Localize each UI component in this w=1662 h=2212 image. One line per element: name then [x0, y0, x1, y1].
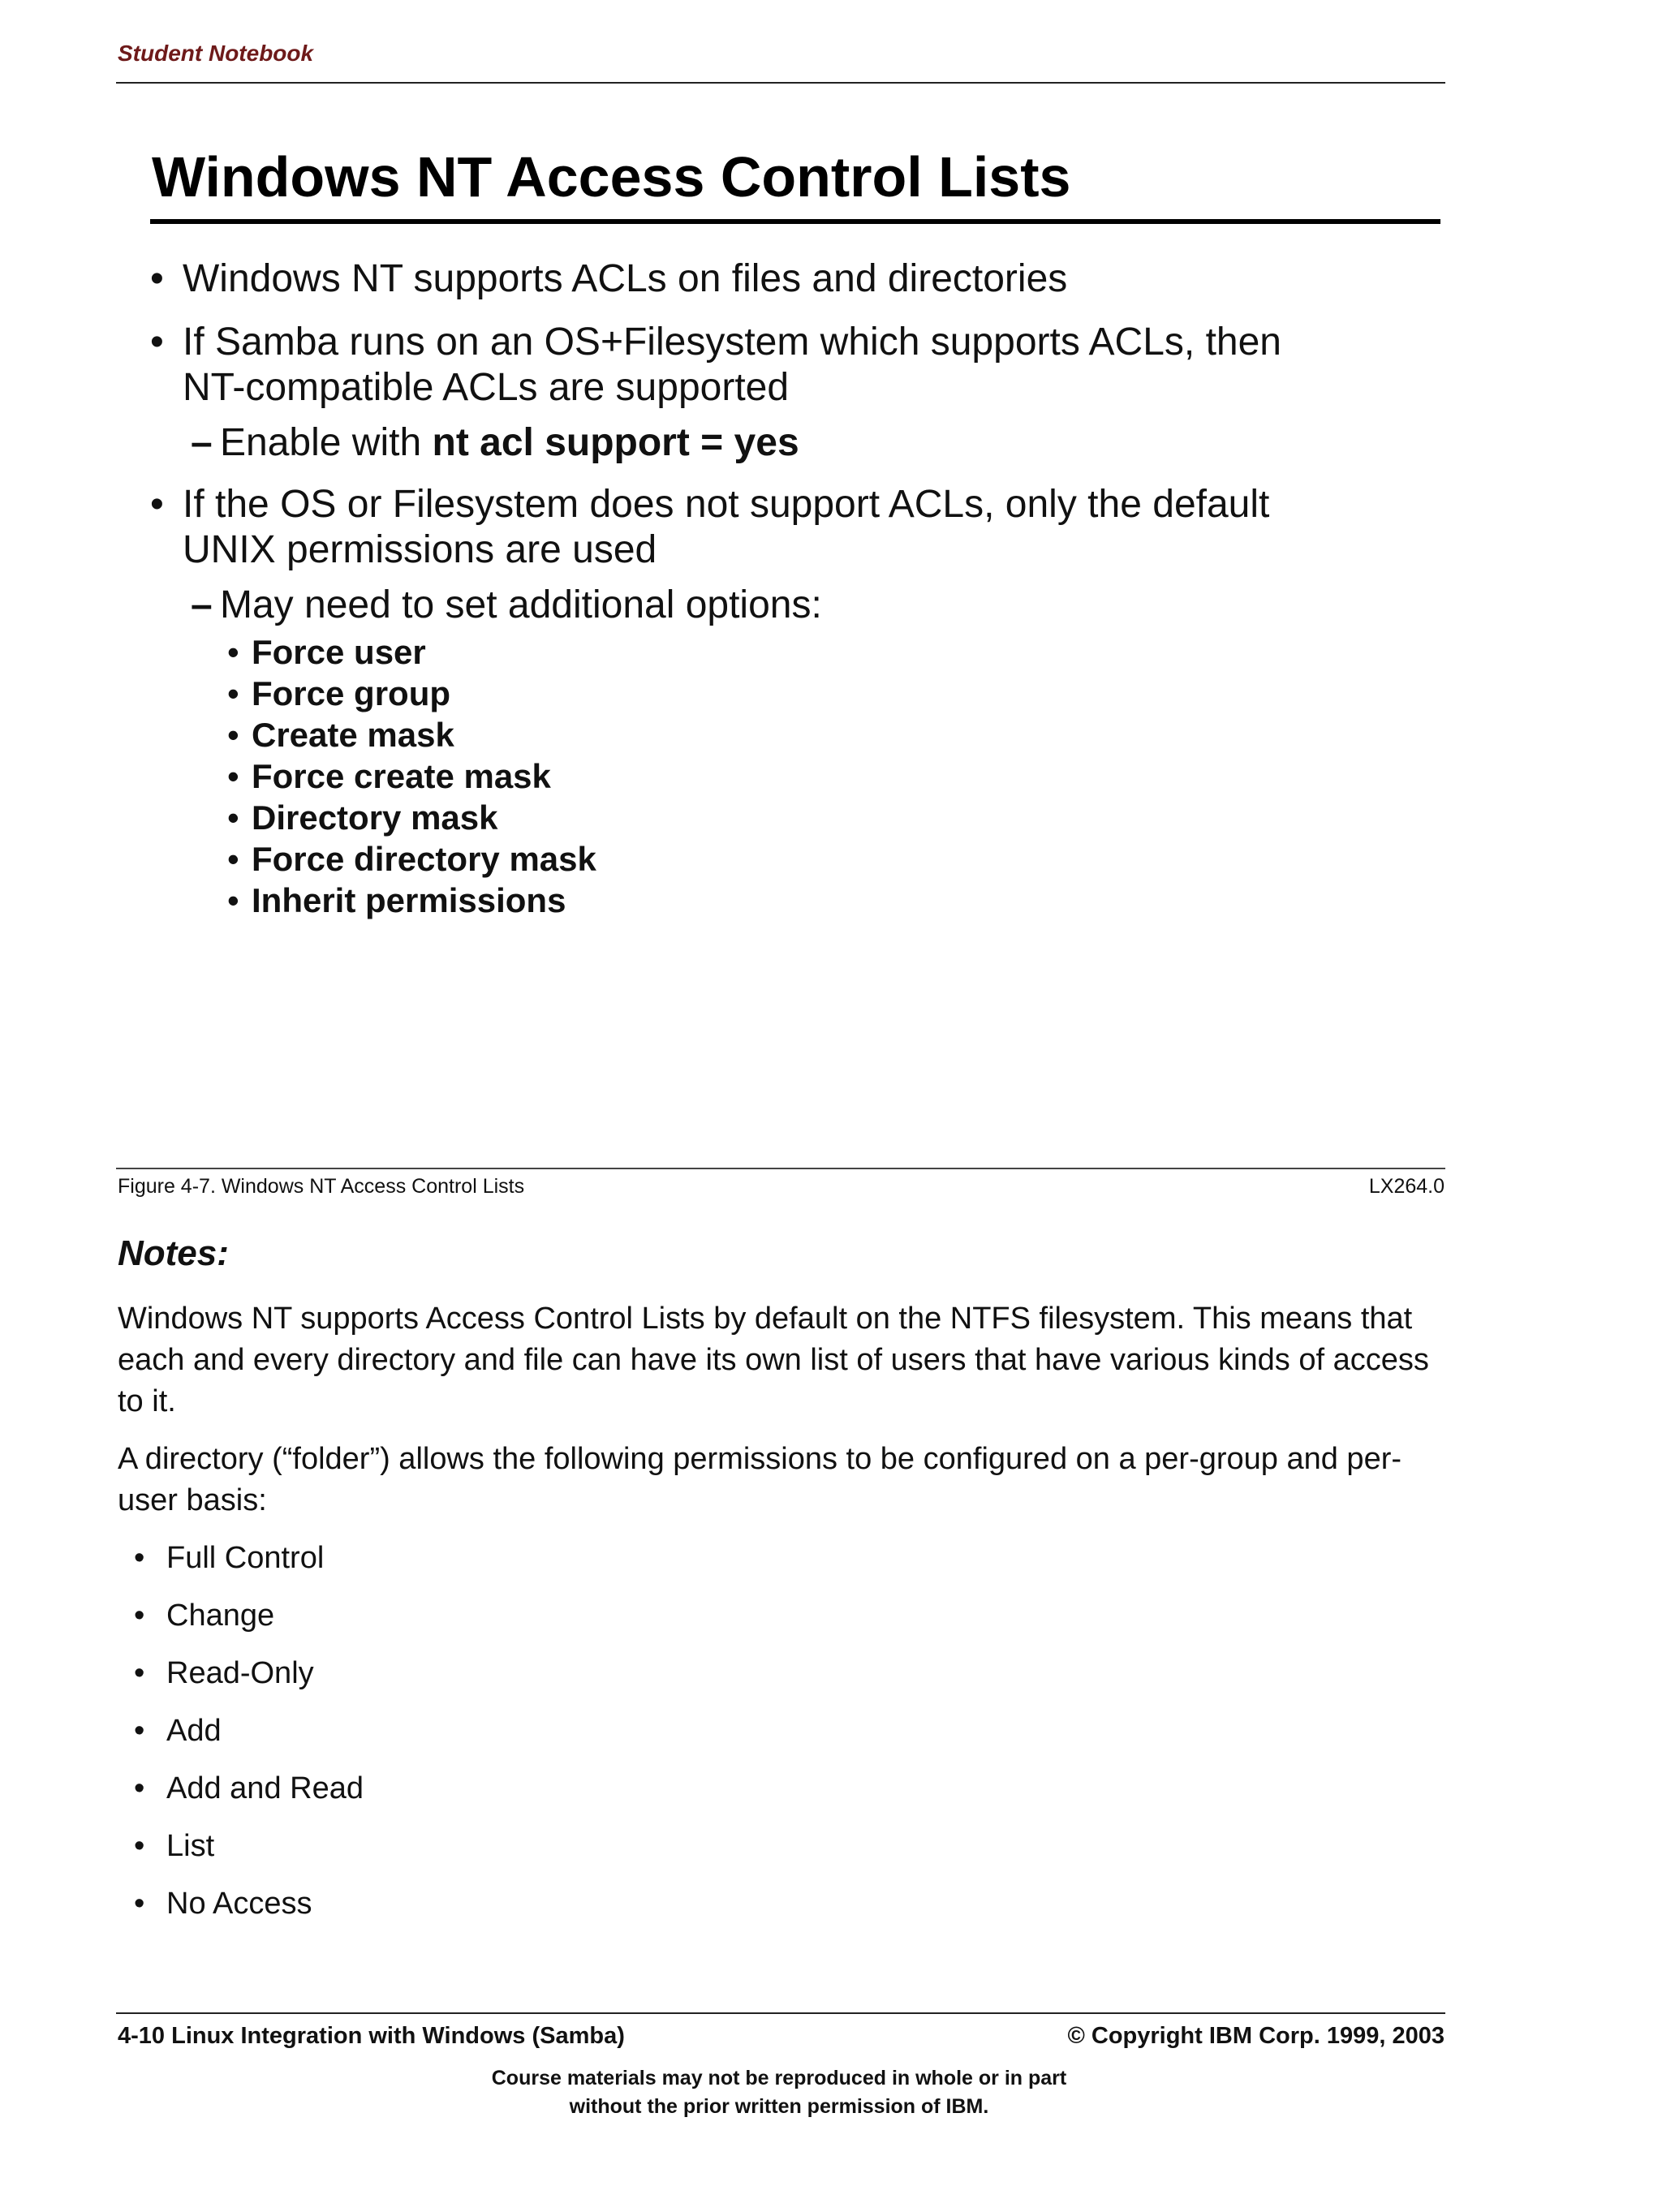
bullet-icon: •: [227, 798, 239, 837]
permission-item: [118, 1768, 1449, 1810]
notes-body: [118, 1298, 1449, 1941]
slide-bullet-2-line-1: If Samba runs on an OS+Filesystem which supports ACLs, then: [183, 321, 1281, 364]
permission-text: List: [166, 1829, 215, 1863]
dash-icon: –: [191, 583, 213, 626]
option-text: Force create mask: [252, 757, 551, 795]
bullet-icon: •: [227, 674, 239, 712]
notes-paragraph-1: Windows NT supports Access Control Lists by default on the NTFS filesystem. This means that each and every directory and file can have its own list of users that have various kinds of access to it.: [118, 1302, 1429, 1418]
option-text: Force user: [252, 633, 426, 671]
permission-text: No Access: [166, 1887, 312, 1921]
notes-heading: Notes:: [118, 1233, 229, 1273]
option-item: [150, 797, 1449, 838]
option-text: Create mask: [252, 716, 454, 754]
permission-item: [118, 1826, 1449, 1867]
figure-caption: Figure 4-7. Windows NT Access Control Lists: [118, 1175, 525, 1198]
bullet-icon: •: [150, 321, 164, 364]
dash-icon: –: [191, 421, 213, 464]
slide-bullet-3-line-2: UNIX permissions are used: [183, 528, 657, 571]
header-divider: [116, 82, 1445, 84]
bullet-icon: •: [227, 757, 239, 795]
permission-item: [118, 1538, 1449, 1579]
sub-bullet-prefix: Enable with: [220, 421, 433, 464]
option-text: Inherit permissions: [252, 881, 566, 919]
title-underline: [150, 219, 1440, 224]
caption-divider: [116, 1168, 1445, 1169]
bullet-icon: •: [227, 633, 239, 671]
slide-bullet-3: [150, 482, 1449, 573]
sub-bullet-text: May need to set additional options:: [220, 583, 822, 626]
footer-copyright: © Copyright IBM Corp. 1999, 2003: [1067, 2023, 1445, 2049]
slide-bullet-2-line-2: NT-compatible ACLs are supported: [183, 366, 790, 409]
bullet-icon: •: [134, 1541, 145, 1575]
options-list: [150, 631, 1449, 921]
option-item: [150, 631, 1449, 673]
header-label: Student Notebook: [118, 41, 314, 66]
permission-text: Full Control: [166, 1541, 325, 1575]
bullet-icon: •: [134, 1771, 145, 1805]
course-code: LX264.0: [1368, 1175, 1445, 1198]
bullet-icon: •: [227, 881, 239, 919]
bullet-icon: •: [134, 1599, 145, 1633]
option-item: [150, 838, 1449, 880]
option-item: [150, 714, 1449, 755]
footer-notice-line-2: without the prior written permission of IBM.: [569, 2095, 989, 2118]
option-text: Force directory mask: [252, 840, 596, 878]
permission-item: [118, 1653, 1449, 1694]
footer-notice: [373, 2064, 1185, 2121]
bullet-icon: •: [150, 483, 164, 526]
permission-text: Add and Read: [166, 1771, 364, 1805]
slide-bullet-1: [150, 256, 1449, 302]
notes-paragraph-2: A directory (“folder”) allows the following permissions to be configured on a per-group and per-user basis:: [118, 1442, 1402, 1517]
footer-divider: [116, 2012, 1445, 2014]
bullet-icon: •: [134, 1829, 145, 1863]
bullet-icon: •: [134, 1714, 145, 1748]
config-option: nt acl support = yes: [432, 421, 799, 464]
option-text: Force group: [252, 674, 451, 712]
option-item: [150, 880, 1449, 921]
permission-text: Read-Only: [166, 1656, 314, 1690]
option-text: Directory mask: [252, 798, 498, 837]
slide-bullet-3-line-1: If the OS or Filesystem does not support ACLs, only the default: [183, 483, 1270, 526]
permission-text: Add: [166, 1714, 222, 1748]
bullet-icon: •: [134, 1887, 145, 1921]
bullet-icon: •: [227, 716, 239, 754]
option-item: [150, 673, 1449, 714]
slide-body: [150, 256, 1449, 921]
bullet-icon: •: [134, 1656, 145, 1690]
bullet-icon: •: [150, 257, 164, 300]
permission-item: [118, 1883, 1449, 1925]
permission-text: Change: [166, 1599, 275, 1633]
bullet-icon: •: [227, 840, 239, 878]
footer-notice-line-1: Course materials may not be reproduced in whole or in part: [491, 2067, 1067, 2089]
permission-item: [118, 1711, 1449, 1752]
option-item: [150, 755, 1449, 797]
permissions-list: [118, 1538, 1449, 1925]
slide-sub-bullet-enable: [150, 420, 1449, 466]
slide-bullet-1-text: Windows NT supports ACLs on files and directories: [183, 257, 1068, 300]
footer-page-title: 4-10 Linux Integration with Windows (Samba): [118, 2023, 625, 2049]
slide-title: Windows NT Access Control Lists: [152, 145, 1071, 209]
permission-item: [118, 1595, 1449, 1637]
slide-sub-bullet-options: [150, 583, 1449, 628]
slide-bullet-2: [150, 320, 1449, 411]
